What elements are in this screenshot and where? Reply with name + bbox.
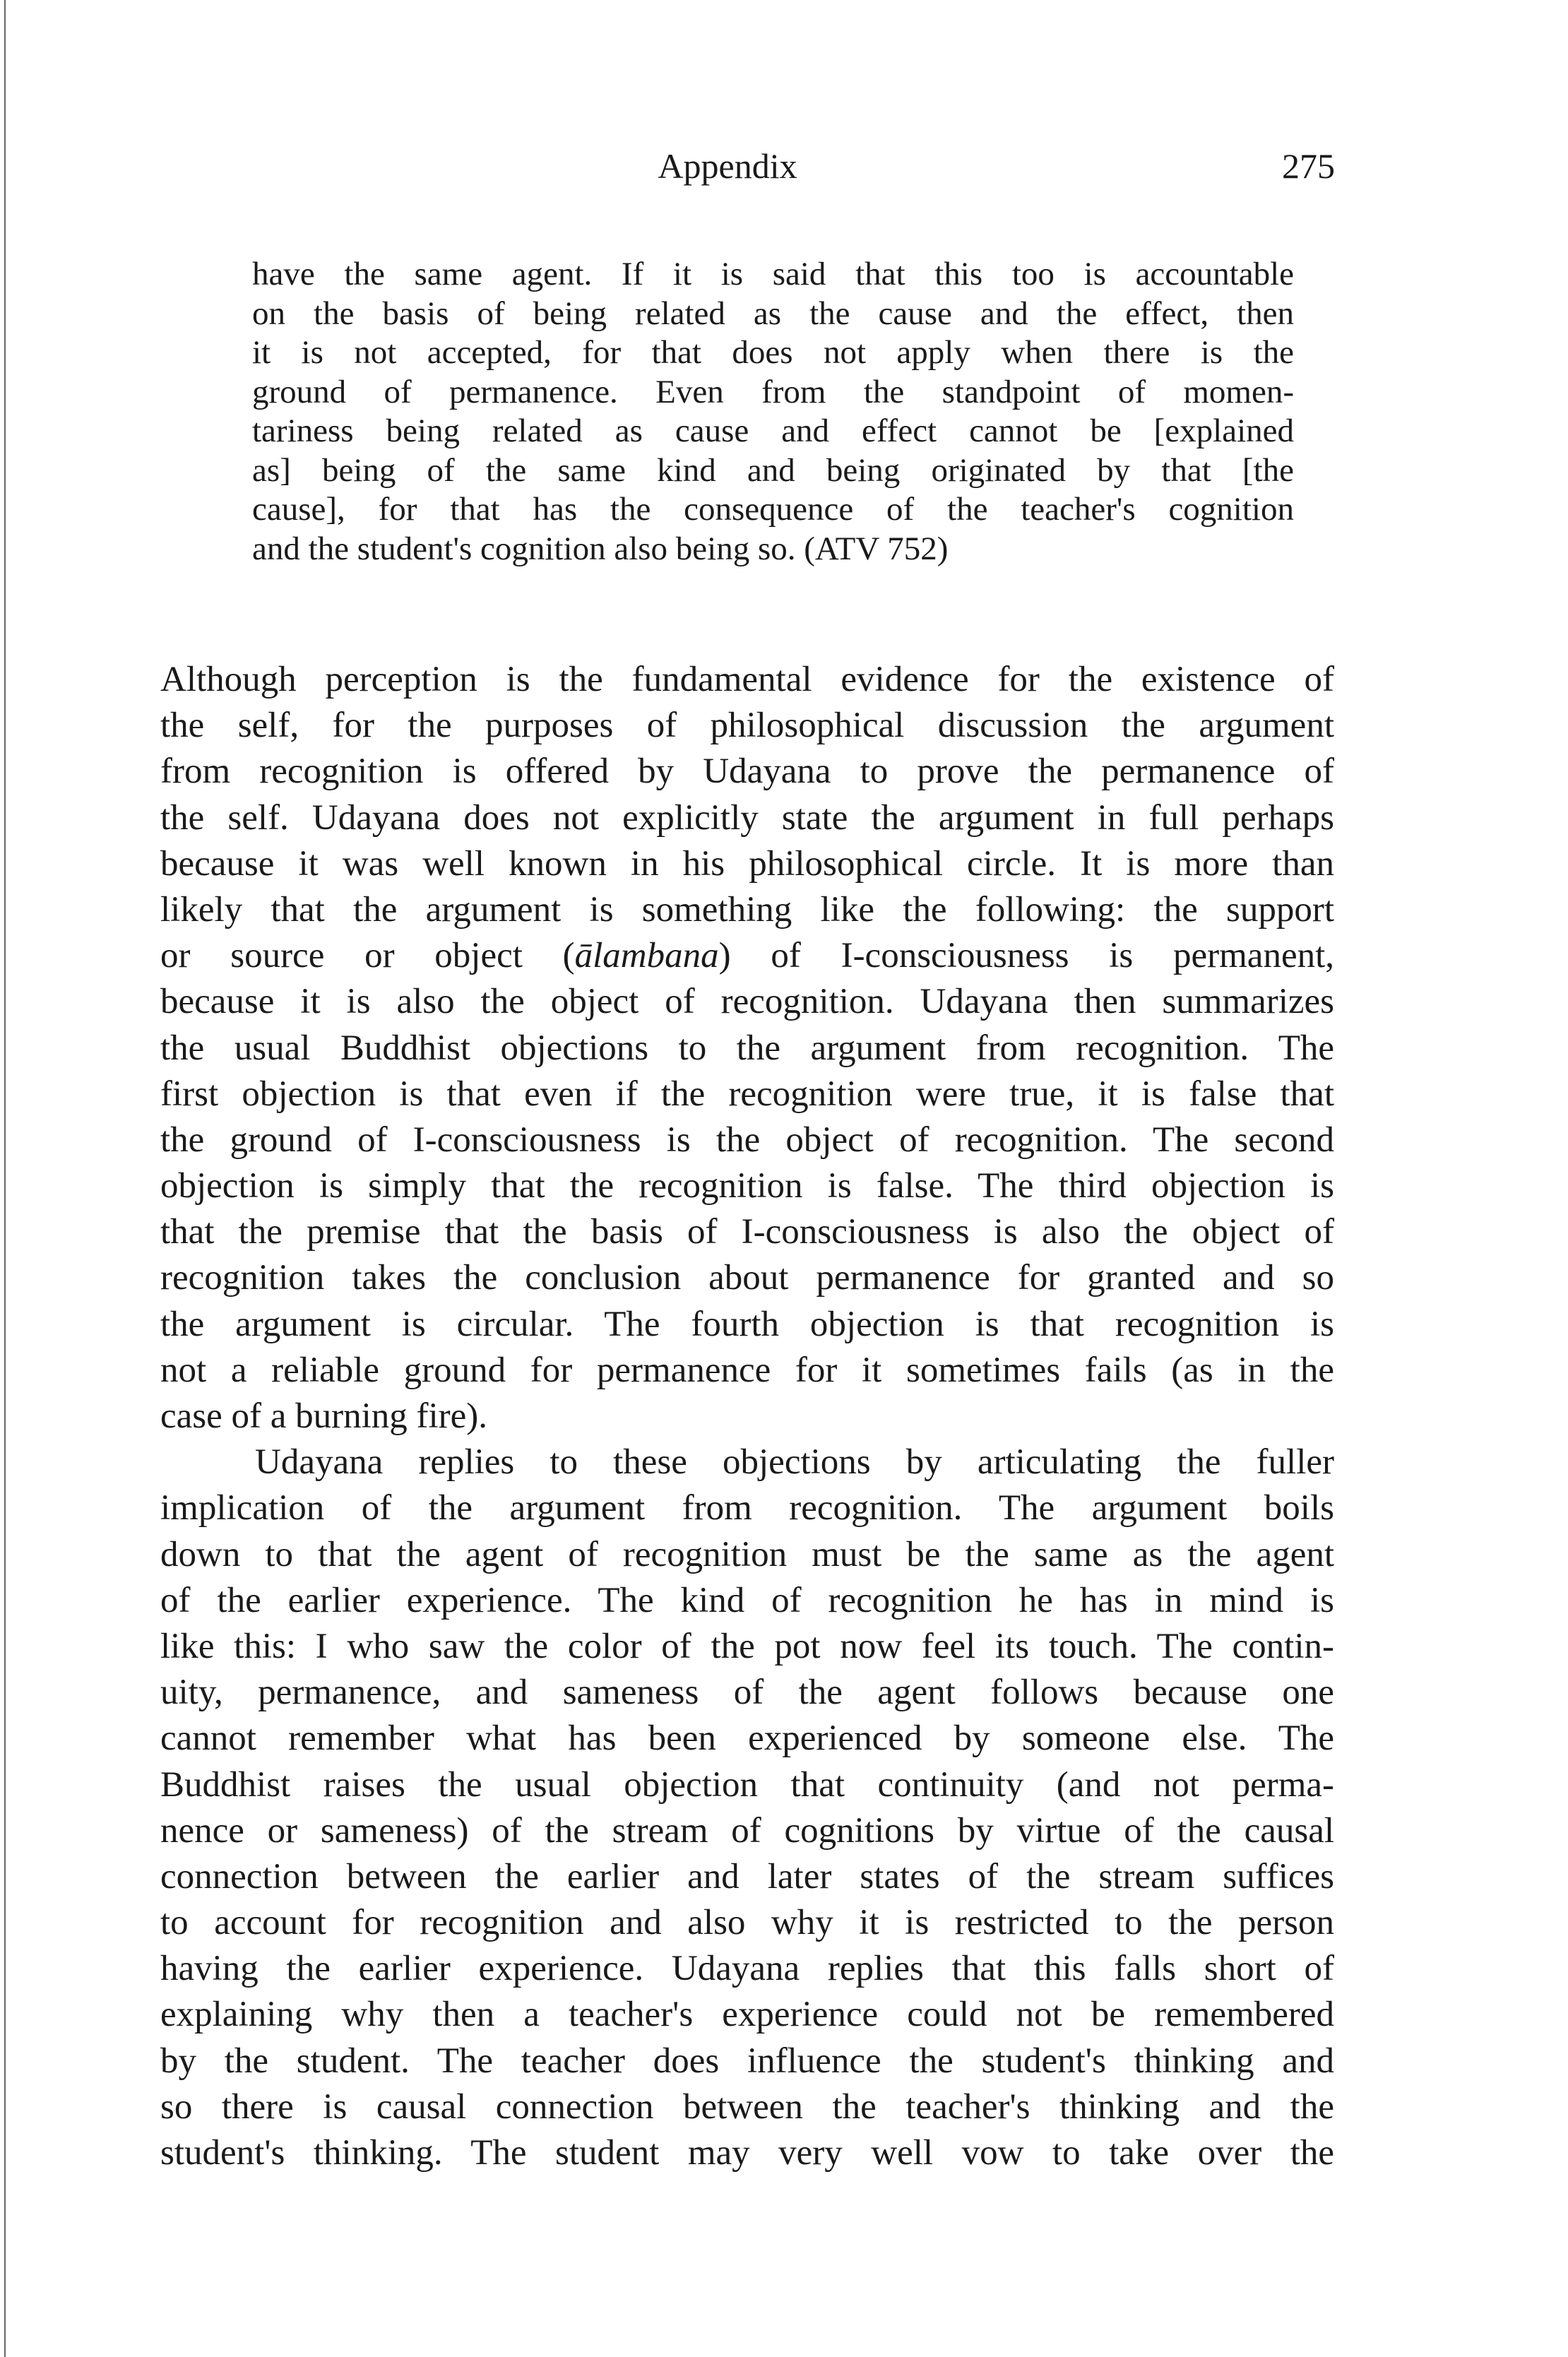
text-line	[160, 933, 1334, 979]
text-line: on the basis of being related as the cause and the effect, then	[252, 295, 1294, 332]
text-line: uity, permanence, and sameness of the agent follows because one	[160, 1673, 1334, 1713]
text-line: objection is simply that the recognition is false. The third objection is	[160, 1166, 1334, 1206]
text-line: tariness being related as cause and effect cannot be [explained	[252, 412, 1294, 449]
text-line: to account for recognition and also why it is restricted to the person	[160, 1903, 1334, 1943]
text-line: cannot remember what has been experienced by someone else. The	[160, 1718, 1334, 1759]
text-line: implication of the argument from recognition. The argument boils	[160, 1488, 1334, 1528]
text-line: so there is causal connection between the teacher's thinking and the	[160, 2086, 1334, 2127]
text-line: the usual Buddhist objections to the argument from recognition. The	[160, 1028, 1334, 1068]
italic-term: ālambana	[574, 936, 719, 976]
text-line: down to that the agent of recognition must be the same as the agent	[160, 1534, 1334, 1574]
text-line: Although perception is the fundamental evidence for the existence of	[160, 660, 1334, 699]
text-line: the self, for the purposes of philosophical discussion the argument	[160, 706, 1334, 746]
text-line: because it was well known in his philosophical circle. It is more than	[160, 843, 1334, 884]
text-line: by the student. The teacher does influence the student's thinking and	[160, 2041, 1334, 2081]
text-line: not a reliable ground for permanence for it sometimes fails (as in the	[160, 1350, 1334, 1390]
text-line: as] being of the same kind and being originated by that [the	[252, 451, 1294, 489]
text-line: that the premise that the basis of I-consciousness is also the object of	[160, 1212, 1334, 1252]
text-line: likely that the argument is something like the following: the support	[160, 889, 1334, 930]
text-line: from recognition is offered by Udayana to prove the permanence of	[160, 752, 1334, 792]
text-line: the self. Udayana does not explicitly state the argument in full perhaps	[160, 797, 1334, 838]
block-quote	[252, 255, 1294, 569]
text-line: nence or sameness) of the stream of cognitions by virtue of the causal	[160, 1810, 1334, 1851]
text-line: Udayana replies to these objections by articulating the fuller	[255, 1442, 1334, 1483]
text-line: connection between the earlier and later states of the stream suffices	[160, 1856, 1334, 1896]
text-line: recognition takes the conclusion about permanence for granted and so	[160, 1258, 1334, 1298]
text-line: because it is also the object of recognition. Udayana then summarizes	[160, 982, 1334, 1022]
text-line: having the earlier experience. Udayana replies that this falls short of	[160, 1949, 1334, 1989]
text-line: it is not accepted, for that does not apply when there is the	[252, 334, 1294, 371]
text-line: student's thinking. The student may very well vow to take over the	[160, 2133, 1334, 2173]
text-line: the ground of I-consciousness is the object of recognition. The second	[160, 1120, 1334, 1160]
text-line: the argument is circular. The fourth objection is that recognition is	[160, 1304, 1334, 1344]
body-text	[160, 657, 1334, 2176]
page-edge-shadow	[4, 0, 6, 2357]
text-line: explaining why then a teacher's experience could not be remembered	[160, 1995, 1334, 2035]
text-segment: or source or object (	[160, 936, 575, 976]
text-line: of the earlier experience. The kind of recognition he has in mind is	[160, 1580, 1334, 1620]
text-line: first objection is that even if the recognition were true, it is false that	[160, 1074, 1334, 1114]
text-line: case of a burning fire).	[160, 1396, 488, 1436]
running-head: Appendix	[658, 146, 797, 186]
text-line: ground of permanence. Even from the standpoint of momen-	[252, 373, 1294, 410]
text-line: have the same agent. If it is said that this too is accountable	[252, 256, 1294, 292]
text-segment: ) of I-consciousness is permanent,	[718, 936, 1334, 976]
text-line: cause], for that has the consequence of the teacher's cognition	[252, 491, 1294, 528]
text-line: and the student's cognition also being so. (ATV 752)	[252, 530, 949, 567]
text-line: like this: I who saw the color of the pot now feel its touch. The contin-	[160, 1626, 1334, 1666]
page-number: 275	[1282, 146, 1335, 186]
text-line: Buddhist raises the usual objection that continuity (and not perma-	[160, 1764, 1334, 1805]
